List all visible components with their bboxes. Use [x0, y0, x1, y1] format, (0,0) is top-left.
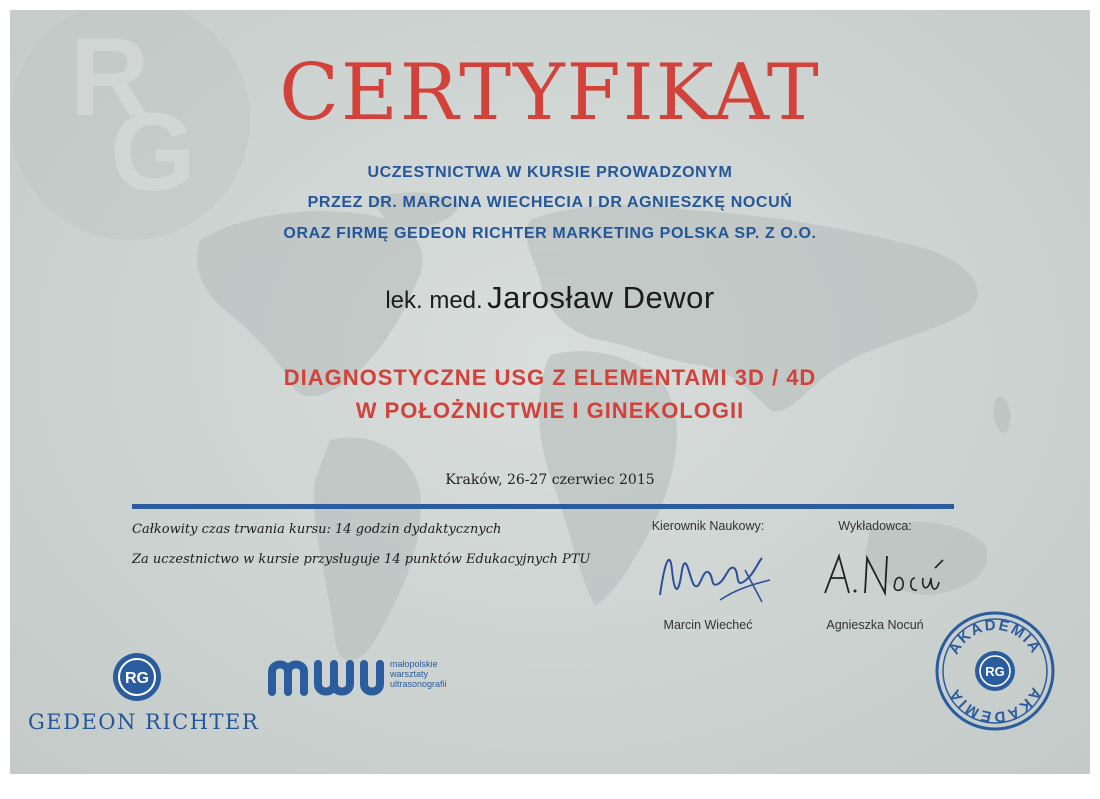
svg-text:G: G [110, 91, 196, 214]
signature-right-name: Agnieszka Nocuń [826, 618, 924, 632]
gedeon-richter-wordmark: GEDEON RICHTER [28, 710, 260, 734]
mwu-logo [266, 658, 386, 698]
rg-monogram: RG [125, 670, 149, 687]
signature-left-role: Kierownik Naukowy: [651, 519, 765, 533]
signature-right-role: Wykładowca: [838, 519, 912, 533]
subtitle-line-2: PRZEZ DR. MARCINA WIECHECIA I DR AGNIESZKĘ NOCUŃ [307, 194, 793, 211]
place-and-date: Kraków, 26-27 czerwiec 2015 [445, 472, 655, 488]
recipient-prefix: lek. med. [385, 287, 483, 314]
akademia-seal [934, 610, 1056, 732]
course-title-line-2: W POŁOŻNICTWIE I GINEKOLOGII [355, 398, 745, 423]
seal-rg-monogram: RG [985, 664, 1005, 679]
seal-text-bottom: AKADEMIA [945, 684, 1045, 726]
mwu-text [390, 659, 447, 689]
signature-left-name: Marcin Wiecheć [663, 618, 753, 632]
signature-agnieszka-nocun [815, 538, 955, 608]
mwu-line-2: warsztaty [390, 669, 429, 679]
course-title-line-1: DIAGNOSTYCZNE USG Z ELEMENTAMI 3D / 4D [283, 365, 817, 390]
certificate-title: CERTYFIKAT [279, 48, 821, 138]
svg-text:R: R [70, 16, 150, 139]
seal-text-top: AKADEMIA [945, 616, 1045, 658]
recipient [10, 280, 1090, 316]
ptu-points-info: Za uczestnictwo w kursie przysługuje 14 punktów Edukacyjnych PTU [132, 552, 591, 567]
mwu-line-1: małopolskie [390, 659, 438, 669]
signature-marcin-wiechec [650, 540, 780, 620]
divider-rule [132, 504, 954, 509]
mwu-line-3: ultrasonografii [390, 679, 447, 689]
subtitle-line-3: ORAZ FIRMĘ GEDEON RICHTER MARKETING POLSKA SP. Z O.O. [283, 225, 817, 242]
certificate-sheet [10, 10, 1090, 774]
recipient-name: Jarosław Dewor [487, 280, 715, 315]
gedeon-richter-rg-logo [112, 652, 162, 702]
course-duration-info: Całkowity czas trwania kursu: 14 godzin dydaktycznych [132, 522, 502, 537]
subtitle-line-1: UCZESTNICTWA W KURSIE PROWADZONYM [367, 164, 733, 181]
